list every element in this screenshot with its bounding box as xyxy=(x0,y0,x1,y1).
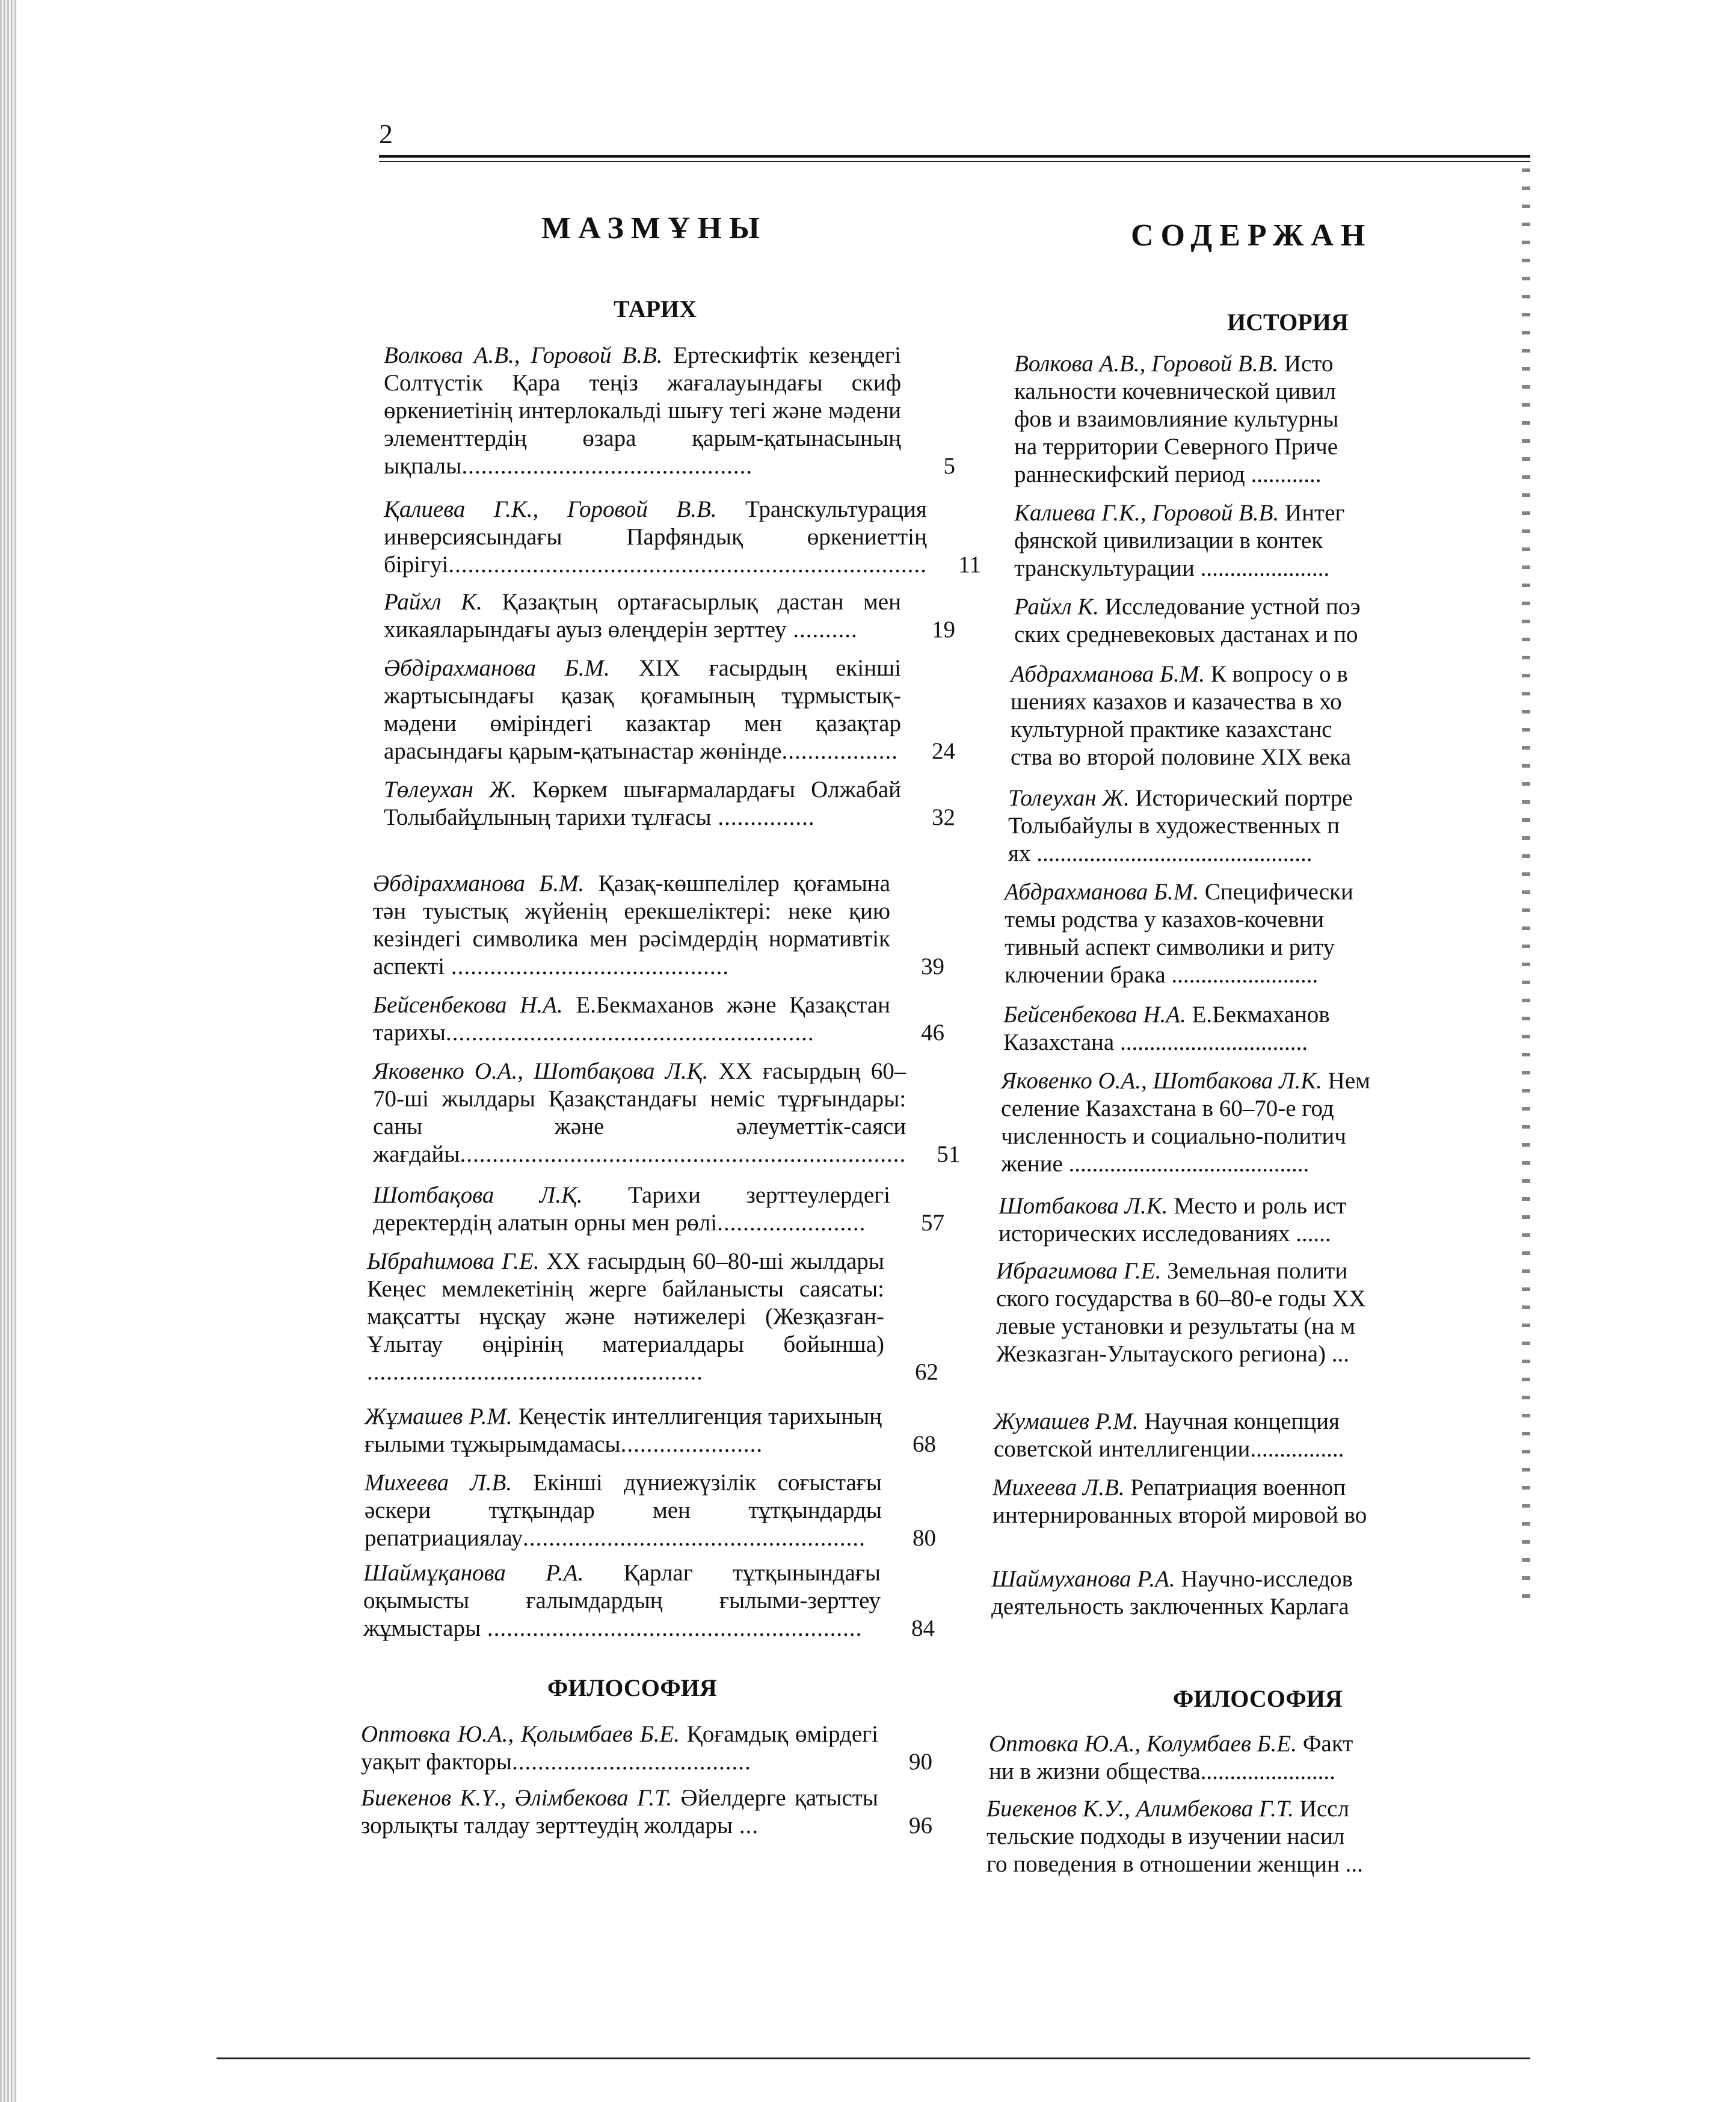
toc-entry[interactable]: Төлеухан Ж. Көркем шығармалардағы Олжабай Толыбайұлының тарихи тұлғасы ............... 32 xyxy=(384,777,955,830)
toc-entry[interactable]: Оптовка Ю.А., Қолымбаев Б.Е. Қоғамдық өмірдегі уақыт факторы..................................... 90 xyxy=(361,1721,932,1775)
entry-authors: Михеева Л.В. xyxy=(365,1470,512,1496)
toc-entry[interactable]: Жұмашев Р.М. Кеңестік интеллигенция тарихының ғылыми тұжырымдамасы...................... 68 xyxy=(365,1404,936,1457)
entry-authors: Төлеухан Ж. xyxy=(384,777,517,803)
entry-authors: Волкова А.В., Горовой В.В. xyxy=(1014,351,1279,377)
entry-authors: Шаймұқанова Р.А. xyxy=(363,1560,584,1586)
toc-entry-ru[interactable]: Шотбакова Л.К. Место и роль ист исторических исследованиях ...... xyxy=(999,1193,1347,1247)
entry-title: Екінші дүниежүзілік соғыстағы әскери тұтқындар мен тұтқындарды репатриациялау xyxy=(365,1470,882,1551)
entry-title: Әйелдерге қатысты зорлықты талдау зерттеудің жолдары xyxy=(361,1785,879,1838)
entry-authors: Жумашев Р.М. xyxy=(994,1408,1139,1434)
toc-entry[interactable]: Биекенов К.Ү., Әлімбекова Г.Т. Әйелдерге қатысты зорлықты талдау зерттеудің жолдары ... 96 xyxy=(361,1785,932,1838)
toc-entry[interactable]: Волкова А.В., Горовой В.В. Ертескифтік кезеңдегі Солтүстік Қара теңіз жағалауындағы скиф өркениетінің интерлокальді шығу тегі және мәдени элементтердің өзара қарым-қатынасының ықпалы............................................. 5 xyxy=(384,342,955,479)
entry-authors: Оптовка Ю.А., Қолымбаев Б.Е. xyxy=(361,1721,680,1747)
toc-entry-ru[interactable]: Абдрахманова Б.М. К вопросу о в шениях казахов и казачества в хо культурной практике казахстанс ства во второй половине XIX века xyxy=(1011,661,1352,770)
entry-authors: Бейсенбекова Н.А. xyxy=(1003,1002,1186,1028)
toc-entry-ru[interactable]: Шаймуханова Р.А. Научно-исследов деятельность заключенных Карлага xyxy=(991,1566,1353,1620)
entry-authors: Шотбакова Л.К. xyxy=(999,1193,1168,1219)
toc-entry-ru[interactable]: Жумашев Р.М. Научная концепция советской интеллигенции................ xyxy=(994,1408,1344,1462)
toc-entry[interactable]: Михеева Л.В. Екінші дүниежүзілік соғыстағы әскери тұтқындар мен тұтқындарды репатриациялау..................................................... 80 xyxy=(365,1470,936,1551)
toc-entry-ru[interactable]: Михеева Л.В. Репатриация военноп интернированных второй мировой во xyxy=(993,1475,1367,1528)
entry-title: ХІХ ғасырдың екінші жартысындағы қазақ қоғамының тұрмыстық-мәдени өміріндегі казактар мен қазақтар арасындағы қарым-қатынастар жөнінде xyxy=(384,655,902,764)
entry-authors: Биекенов К.У., Алимбекова Г.Т. xyxy=(987,1796,1294,1822)
section-title-philosophy-ru: ФИЛОСОФИЯ xyxy=(1173,1685,1343,1712)
entry-authors: Әбдірахманова Б.М. xyxy=(373,871,585,896)
entry-title: Қазақ-көшпелілер қоғамына тән туыстық жүйенің ерекшеліктері: неке қию кезіндегі символика мен рәсімдердің нормативтік аспекті xyxy=(373,871,890,979)
entry-authors: Бейсенбекова Н.А. xyxy=(373,992,563,1018)
toc-entry[interactable]: Бейсенбекова Н.А. Е.Бекмаханов және Қазақстан тарихы......................................................... 46 xyxy=(373,992,944,1046)
contents-column-russian xyxy=(987,199,1530,1943)
entry-authors: Яковенко О.А., Шотбакова Л.К. xyxy=(1001,1068,1322,1094)
entry-title: Е.Бекмаханов және Қазақстан тарихы xyxy=(373,992,891,1046)
footer-rule xyxy=(217,2057,1530,2059)
entry-authors: Яковенко О.А., Шотбақова Л.Қ. xyxy=(373,1058,709,1084)
entry-page-number: 39 xyxy=(921,954,944,979)
entry-page-number: 5 xyxy=(943,453,955,479)
toc-entry-ru[interactable]: Толеухан Ж. Исторический портре Толыбайулы в художественных п ях ............................................... xyxy=(1008,785,1353,866)
entry-page-number: 51 xyxy=(937,1141,961,1167)
entry-title: Ертескифтік кезеңдегі Солтүстік Қара теңіз жағалауындағы скиф өркениетінің интерлокальді шығу тегі және мәдени элементтердің өзара қарым-қатынасының ықпалы xyxy=(384,342,902,479)
entry-title: Қоғамдық өмірдегі уақыт факторы xyxy=(361,1721,878,1775)
toc-entry[interactable]: Райхл К. Қазақтың ортағасырлық дастан мен хикаяларындағы ауыз өлеңдерін зерттеу .......... 19 xyxy=(384,589,955,643)
entry-authors: Оптовка Ю.А., Колумбаев Б.Е. xyxy=(989,1731,1297,1757)
entry-authors: Жұмашев Р.М. xyxy=(365,1404,512,1429)
entry-title: ХХ ғасырдың 60–70-ші жылдары Қазақстандағы неміс тұрғындары: саны және әлеуметтік-саяси жағдайы xyxy=(373,1058,906,1167)
header-rule-thin xyxy=(379,161,1530,162)
entry-authors: Ыбраһимова Г.Е. xyxy=(367,1248,540,1274)
toc-entry-ru[interactable]: Волкова А.В., Горовой В.В. Исто кальности кочевнической цивил фов и взаимовлияние культурны на территории Северного Приче раннескифский период ............ xyxy=(1014,351,1339,487)
entry-authors: Абдрахманова Б.М. xyxy=(1011,661,1205,687)
entry-page-number: 19 xyxy=(932,617,955,643)
toc-entry-ru[interactable]: Абдрахманова Б.М. Специфически темы родства у казахов-кочевни тивный аспект символики и риту ключении брака ......................... xyxy=(1005,879,1353,988)
section-title-history: ТАРИХ xyxy=(614,295,697,322)
entry-title: Тарихи зерттеулердегі деректердің алатын орны мен рөлі xyxy=(373,1182,890,1236)
entry-page-number: 90 xyxy=(909,1749,932,1775)
entry-page-number: 80 xyxy=(913,1525,936,1551)
entry-authors: Шаймуханова Р.А. xyxy=(991,1566,1175,1592)
contents-title-kazakh: МАЗМҰНЫ xyxy=(541,211,767,245)
entry-page-number: 57 xyxy=(921,1210,944,1236)
toc-entry-ru[interactable]: Оптовка Ю.А., Колумбаев Б.Е. Факт ни в жизни общества....................... xyxy=(989,1731,1353,1784)
toc-entry-ru[interactable]: Райхл К. Исследование устной поэ ских средневековых дастанах и по xyxy=(1014,594,1361,647)
toc-entry[interactable]: Әбдірахманова Б.М. ХІХ ғасырдың екінші жартысындағы қазақ қоғамының тұрмыстық-мәдени өміріндегі казактар мен қазақтар арасындағы қарым-қатынастар жөнінде.................. 24 xyxy=(384,655,955,764)
entry-page-number: 68 xyxy=(913,1431,936,1457)
entry-page-number: 84 xyxy=(911,1615,935,1641)
header-rule-thick xyxy=(379,155,1530,158)
entry-authors: Әбдірахманова Б.М. xyxy=(384,655,610,681)
entry-title: Транскультурация инверсиясындағы Парфяндық өркениеттің бірігуі xyxy=(384,496,927,578)
toc-entry[interactable]: Әбдірахманова Б.М. Қазақ-көшпелілер қоғамына тән туыстық жүйенің ерекшеліктері: неке қию кезіндегі символика мен рәсімдердің нормативтік аспекті ........................................... 39 xyxy=(373,871,944,979)
toc-entry-ru[interactable]: Калиева Г.К., Горовой В.В. Интег фянской цивилизации в контек транскультурации ...................... xyxy=(1014,500,1345,581)
entry-title: Қарлаг тұтқынындағы оқымысты ғалымдардың ғылыми-зерттеу жұмыстары xyxy=(363,1560,881,1641)
entry-authors: Қалиева Г.К., Горовой В.В. xyxy=(384,496,717,522)
toc-entry-ru[interactable]: Биекенов К.У., Алимбекова Г.Т. Иссл тельские подходы в изучении насил го поведения в отношении женщин ... xyxy=(987,1796,1363,1877)
entry-authors: Михеева Л.В. xyxy=(993,1475,1125,1500)
toc-entry-ru[interactable]: Ибрагимова Г.Е. Земельная полити ского государства в 60–80-е годы ХХ левые установки и результаты (на м Жезказган-Улытауского региона) ... xyxy=(996,1258,1366,1367)
toc-entry[interactable]: Шаймұқанова Р.А. Қарлаг тұтқынындағы оқымысты ғалымдардың ғылыми-зерттеу жұмыстары .......................................................... 84 xyxy=(363,1560,935,1641)
contents-title-russian: СОДЕРЖАН xyxy=(1131,218,1373,253)
entry-page-number: 62 xyxy=(915,1359,938,1385)
entry-page-number: 11 xyxy=(958,552,981,578)
contents-column-kazakh xyxy=(361,199,981,1943)
entry-page-number: 32 xyxy=(932,804,955,830)
scan-edge-left xyxy=(0,0,17,2102)
section-title-history-ru: ИСТОРИЯ xyxy=(1227,309,1349,336)
entry-authors: Абдрахманова Б.М. xyxy=(1005,879,1199,905)
entry-authors: Волкова А.В., Горовой В.В. xyxy=(384,342,663,368)
page-number: 2 xyxy=(379,119,393,149)
entry-title: Кеңестік интеллигенция тарихының ғылыми тұжырымдамасы xyxy=(365,1404,882,1457)
toc-entry[interactable]: Шотбақова Л.Қ. Тарихи зерттеулердегі деректердің алатын орны мен рөлі....................... 57 xyxy=(373,1182,944,1236)
entry-authors: Ибрагимова Г.Е. xyxy=(996,1258,1162,1284)
entry-title: Қазақтың ортағасырлық дастан мен хикаяларындағы ауыз өлеңдерін зерттеу xyxy=(384,589,901,643)
entry-authors: Шотбақова Л.Қ. xyxy=(373,1182,583,1208)
toc-entry-ru[interactable]: Яковенко О.А., Шотбакова Л.К. Нем селение Казахстана в 60–70-е год численность и социально-политич жение ......................................... xyxy=(1001,1068,1370,1177)
entry-authors: Биекенов К.Ү., Әлімбекова Г.Т. xyxy=(361,1785,673,1811)
entry-authors: Райхл К. xyxy=(384,589,482,615)
entry-page-number: 46 xyxy=(921,1020,944,1046)
toc-entry-ru[interactable]: Бейсенбекова Н.А. Е.Бекмаханов Казахстана ................................ xyxy=(1003,1002,1330,1055)
entry-page-number: 96 xyxy=(909,1813,932,1838)
entry-authors: Райхл К. xyxy=(1014,594,1100,620)
entry-page-number: 24 xyxy=(932,738,955,764)
entry-title: ХХ ғасырдың 60–80-ші жылдары Кеңес мемлекетінің жерге байланысты саясаты: мақсатты нұсқау және нәтижелері (Жезқазған-Ұлытау өңірінің материалдары бойынша) xyxy=(367,1248,884,1357)
toc-entry[interactable]: Қалиева Г.К., Горовой В.В. Транскультурация инверсиясындағы Парфяндық өркениеттің бірігуі.......................................................................... 11 xyxy=(384,496,981,578)
section-title-philosophy: ФИЛОСОФИЯ xyxy=(547,1674,717,1701)
entry-authors: Калиева Г.К., Горовой В.В. xyxy=(1014,500,1279,526)
toc-entry[interactable]: Яковенко О.А., Шотбақова Л.Қ. ХХ ғасырдың 60–70-ші жылдары Қазақстандағы неміс тұрғындары: саны және әлеуметтік-саяси жағдайы..................................................................... 51 xyxy=(373,1058,961,1167)
entry-authors: Толеухан Ж. xyxy=(1008,785,1130,811)
toc-entry[interactable]: Ыбраһимова Г.Е. ХХ ғасырдың 60–80-ші жылдары Кеңес мемлекетінің жерге байланысты саясаты: мақсатты нұсқау және нәтижелері (Жезқазған-Ұлытау өңірінің материалдары бойынша) .................................................... 62 xyxy=(367,1248,938,1385)
entry-title: Көркем шығармалардағы Олжабай Толыбайұлының тарихи тұлғасы xyxy=(384,777,902,830)
